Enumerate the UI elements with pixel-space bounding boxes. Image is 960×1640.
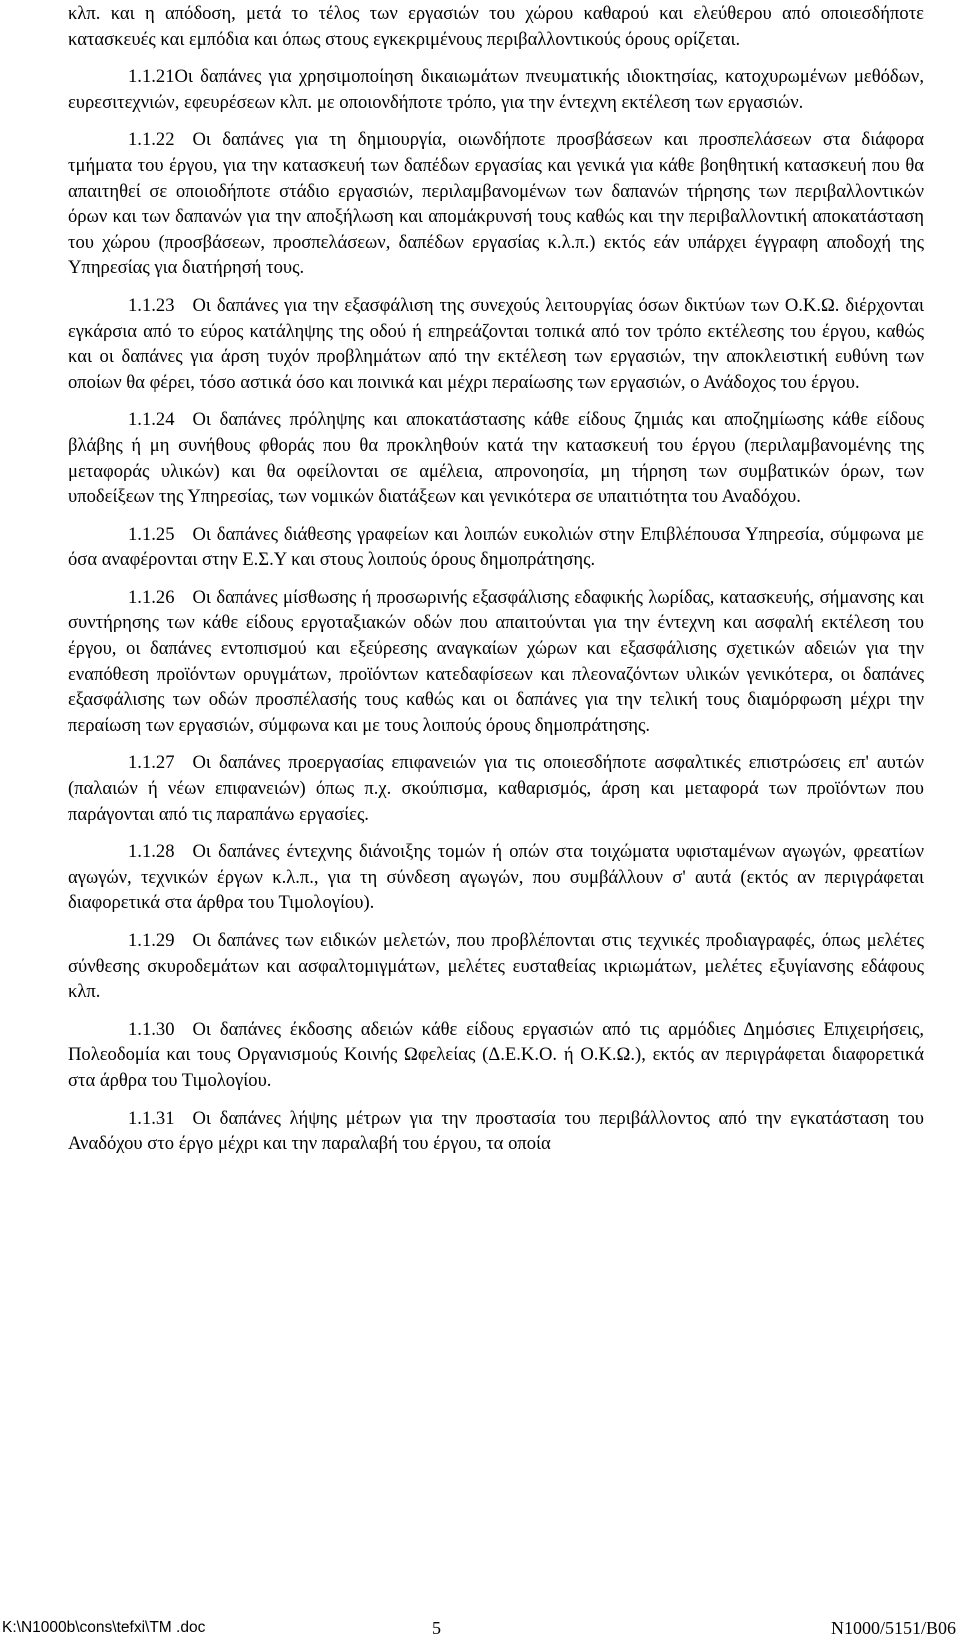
paragraph-number: 1.1.26: [128, 586, 175, 608]
footer-document-code: N1000/5151/B06: [830, 1618, 956, 1638]
paragraph-number: 1.1.23: [128, 294, 175, 316]
paragraph-number: 1.1.22: [128, 129, 175, 151]
paragraph-number: 1.1.25: [128, 523, 175, 545]
paragraph-1-1-22: [68, 127, 924, 281]
paragraph-number: 1.1.31: [128, 1107, 175, 1129]
paragraph-text: κλπ. και η απόδοση, μετά το τέλος των εργασιών του χώρου καθαρού και ελεύθερου από οποιεσδήποτε κατασκευές και εμπόδια και όπως στους εγκεκριμένους περιβαλλοντικούς όρους ορίζεται.: [68, 3, 924, 50]
paragraph-text: Οι δαπάνες λήψης μέτρων για την προστασία του περιβάλλοντος από την εγκατάσταση του Αναδόχου στο έργο μέχρι και την παραλαβή του έργου, τα οποία: [68, 1107, 924, 1155]
paragraph-number: 1.1.21: [128, 66, 175, 88]
paragraph-1-1-23: [68, 293, 924, 395]
paragraph-1-1-31: [68, 1106, 924, 1157]
paragraph-1-1-21: [68, 64, 924, 115]
paragraph-text: Οι δαπάνες για την εξασφάλιση της συνεχούς λειτουργίας όσων δικτύων των Ο.Κ.Ω. διέρχονται εγκάρσια από το εύρος κατάληψης της οδού ή επηρεάζονται τοπικά από τον τρόπο εκτέλεσης του έργου, καθώς και οι δαπάνες για άρση τυχόν προβλημάτων από την εκτέλεση των εργασιών, την αποκλειστική ευθύνη των οποίων θα φέρει, τόσο αστικά όσο και ποινικά και μέχρι περαίωσης των εργασιών, ο Ανάδοχος του έργου.: [68, 294, 924, 393]
paragraph-number: 1.1.29: [128, 930, 175, 951]
paragraph-text: Οι δαπάνες για χρησιμοποίηση δικαιωμάτων πνευματικής ιδιοκτησίας, κατοχυρωμένων μεθόδων, ευρεσιτεχνιών, εφευρέσεων κλπ. με οποιονδήποτε τρόπο, για την έντεχνη εκτέλεση των εργασιών.: [68, 66, 924, 113]
paragraph-text: Οι δαπάνες πρόληψης και αποκατάστασης κάθε είδους ζημιάς και αποζημίωσης κάθε είδους βλάβης ή μη συνήθους φθοράς που θα προκληθούν κατά την κατασκευή του έργου (περιλαμβανομένης της μεταφοράς υλικών) και θα οφείλονται σε αμέλεια, απρονοησία, μη τήρηση των συμβατικών όρων, των υποδείξεων της Υπηρεσίας, των νομικών διατάξεων και γενικότερα σε υπαιτιότητα του Αναδόχου.: [68, 409, 924, 508]
paragraph-1-1-27: [68, 750, 924, 827]
page-footer: [2, 1617, 956, 1639]
paragraph-text: Οι δαπάνες προεργασίας επιφανειών για τις οποιεσδήποτε ασφαλτικές επιστρώσεις επ' αυτών (παλαιών ή νέων επιφανειών) όπως π.χ. σκούπισμα, καθαρισμός, άρση και μεταφορά των προϊόντων που παράγονται από τις παραπάνω εργασίες.: [68, 752, 924, 825]
footer-file-path: K:\N1000b\cons\tefxi\TM .doc: [2, 1619, 206, 1636]
document-body: [68, 0, 924, 1169]
paragraph-number: 1.1.27: [128, 752, 175, 774]
paragraph-1-1-30: [68, 1017, 924, 1094]
paragraph-number: 1.1.30: [128, 1018, 175, 1040]
paragraph-text: Οι δαπάνες έκδοσης αδειών κάθε είδους εργασιών από τις αρμόδιες Δημόσιες Επιχειρήσεις, Πολεοδομία και τους Οργανισμούς Κοινής Ωφελείας (Δ.Ε.Κ.Ο. ή Ο.Κ.Ω.), εκτός αν περιγράφεται διαφορετικά στα άρθρα του Τιμολογίου.: [68, 1018, 924, 1091]
paragraph-1-1-29: [68, 928, 924, 1005]
paragraph-text: Οι δαπάνες για τη δημιουργία, οιωνδήποτε προσβάσεων και προσπελάσεων στα διάφορα τμήματα του έργου, για την κατασκευή των δαπέδων εργασίας και γενικά για κάθε βοηθητική κατασκευή που θα απαιτηθεί σε οποιοδήποτε στάδιο εργασιών, περιλαμβανομένων των δαπανών τήρησης των περιβαλλοντικών όρων και των δαπανών για την αποξήλωση και απομάκρυνσή τους καθώς και την περιβαλλοντική αποκατάσταση του χώρου (προσβάσεων, προσπελάσεων, δαπέδων εργασίας κ.λ.π.) εκτός εάν υπάρχει έγγραφη αποδοχή της Υπηρεσίας για διατήρησή τους.: [68, 129, 924, 279]
paragraph-1-1-26: [68, 585, 924, 739]
paragraph-text: Οι δαπάνες διάθεσης γραφείων και λοιπών ευκολιών στην Επιβλέπουσα Υπηρεσία, σύμφωνα με όσα αναφέρονται στην Ε.Σ.Υ και στους λοιπούς όρους δημοπράτησης.: [68, 523, 924, 571]
footer-page-number: 5: [432, 1618, 441, 1638]
paragraph-number: 1.1.24: [128, 409, 175, 431]
paragraph-text: Οι δαπάνες μίσθωσης ή προσωρινής εξασφάλισης εδαφικής λωρίδας, κατασκευής, σήμανσης και συντήρησης των κάθε είδους εργοταξιακών οδών που απαιτούνται για την έντεχνη και ασφαλή εκτέλεση του έργου, οι δαπάνες εντοπισμού και εξεύρεσης αναγκαίων χώρων και εξασφάλισης σχετικών αδειών για την εναπόθεση προϊόντων ορυγμάτων, προϊόντων κατεδαφίσεων και πλεοναζόντων υλικών γενικότερα, οι δαπάνες εξασφάλισης των οδών προσπέλασής τους καθώς και οι δαπάνες για την τελική τους διαμόρφωση μέχρι την περαίωση των εργασιών, σύμφωνα και με τους λοιπούς όρους δημοπράτησης.: [68, 586, 924, 736]
paragraph-1-1-24: [68, 407, 924, 509]
paragraph-text: Οι δαπάνες έντεχνης διάνοιξης τομών ή οπών στα τοιχώματα υφισταμένων αγωγών, φρεατίων αγωγών, τεχνικών έργων κ.λ.π., για τη σύνδεση αγωγών, που συμβάλλουν σ' αυτά (εκτός αν περιγράφεται διαφορετικά στα άρθρα του Τιμολογίου).: [68, 841, 924, 914]
paragraph-1-1-25: [68, 522, 924, 573]
paragraph-number: 1.1.28: [128, 841, 175, 863]
paragraph-text: Οι δαπάνες των ειδικών μελετών, που προβλέπονται στις τεχνικές προδιαγραφές, όπως μελέτες σύνθεσης σκυροδεμάτων και ασφαλτομιγμάτων, μελέτες ευσταθείας ικριωμάτων, μελέτες εξυγίανσης εδάφους κλπ.: [68, 930, 924, 1003]
paragraph-continuation: [68, 1, 924, 52]
paragraph-1-1-28: [68, 839, 924, 916]
